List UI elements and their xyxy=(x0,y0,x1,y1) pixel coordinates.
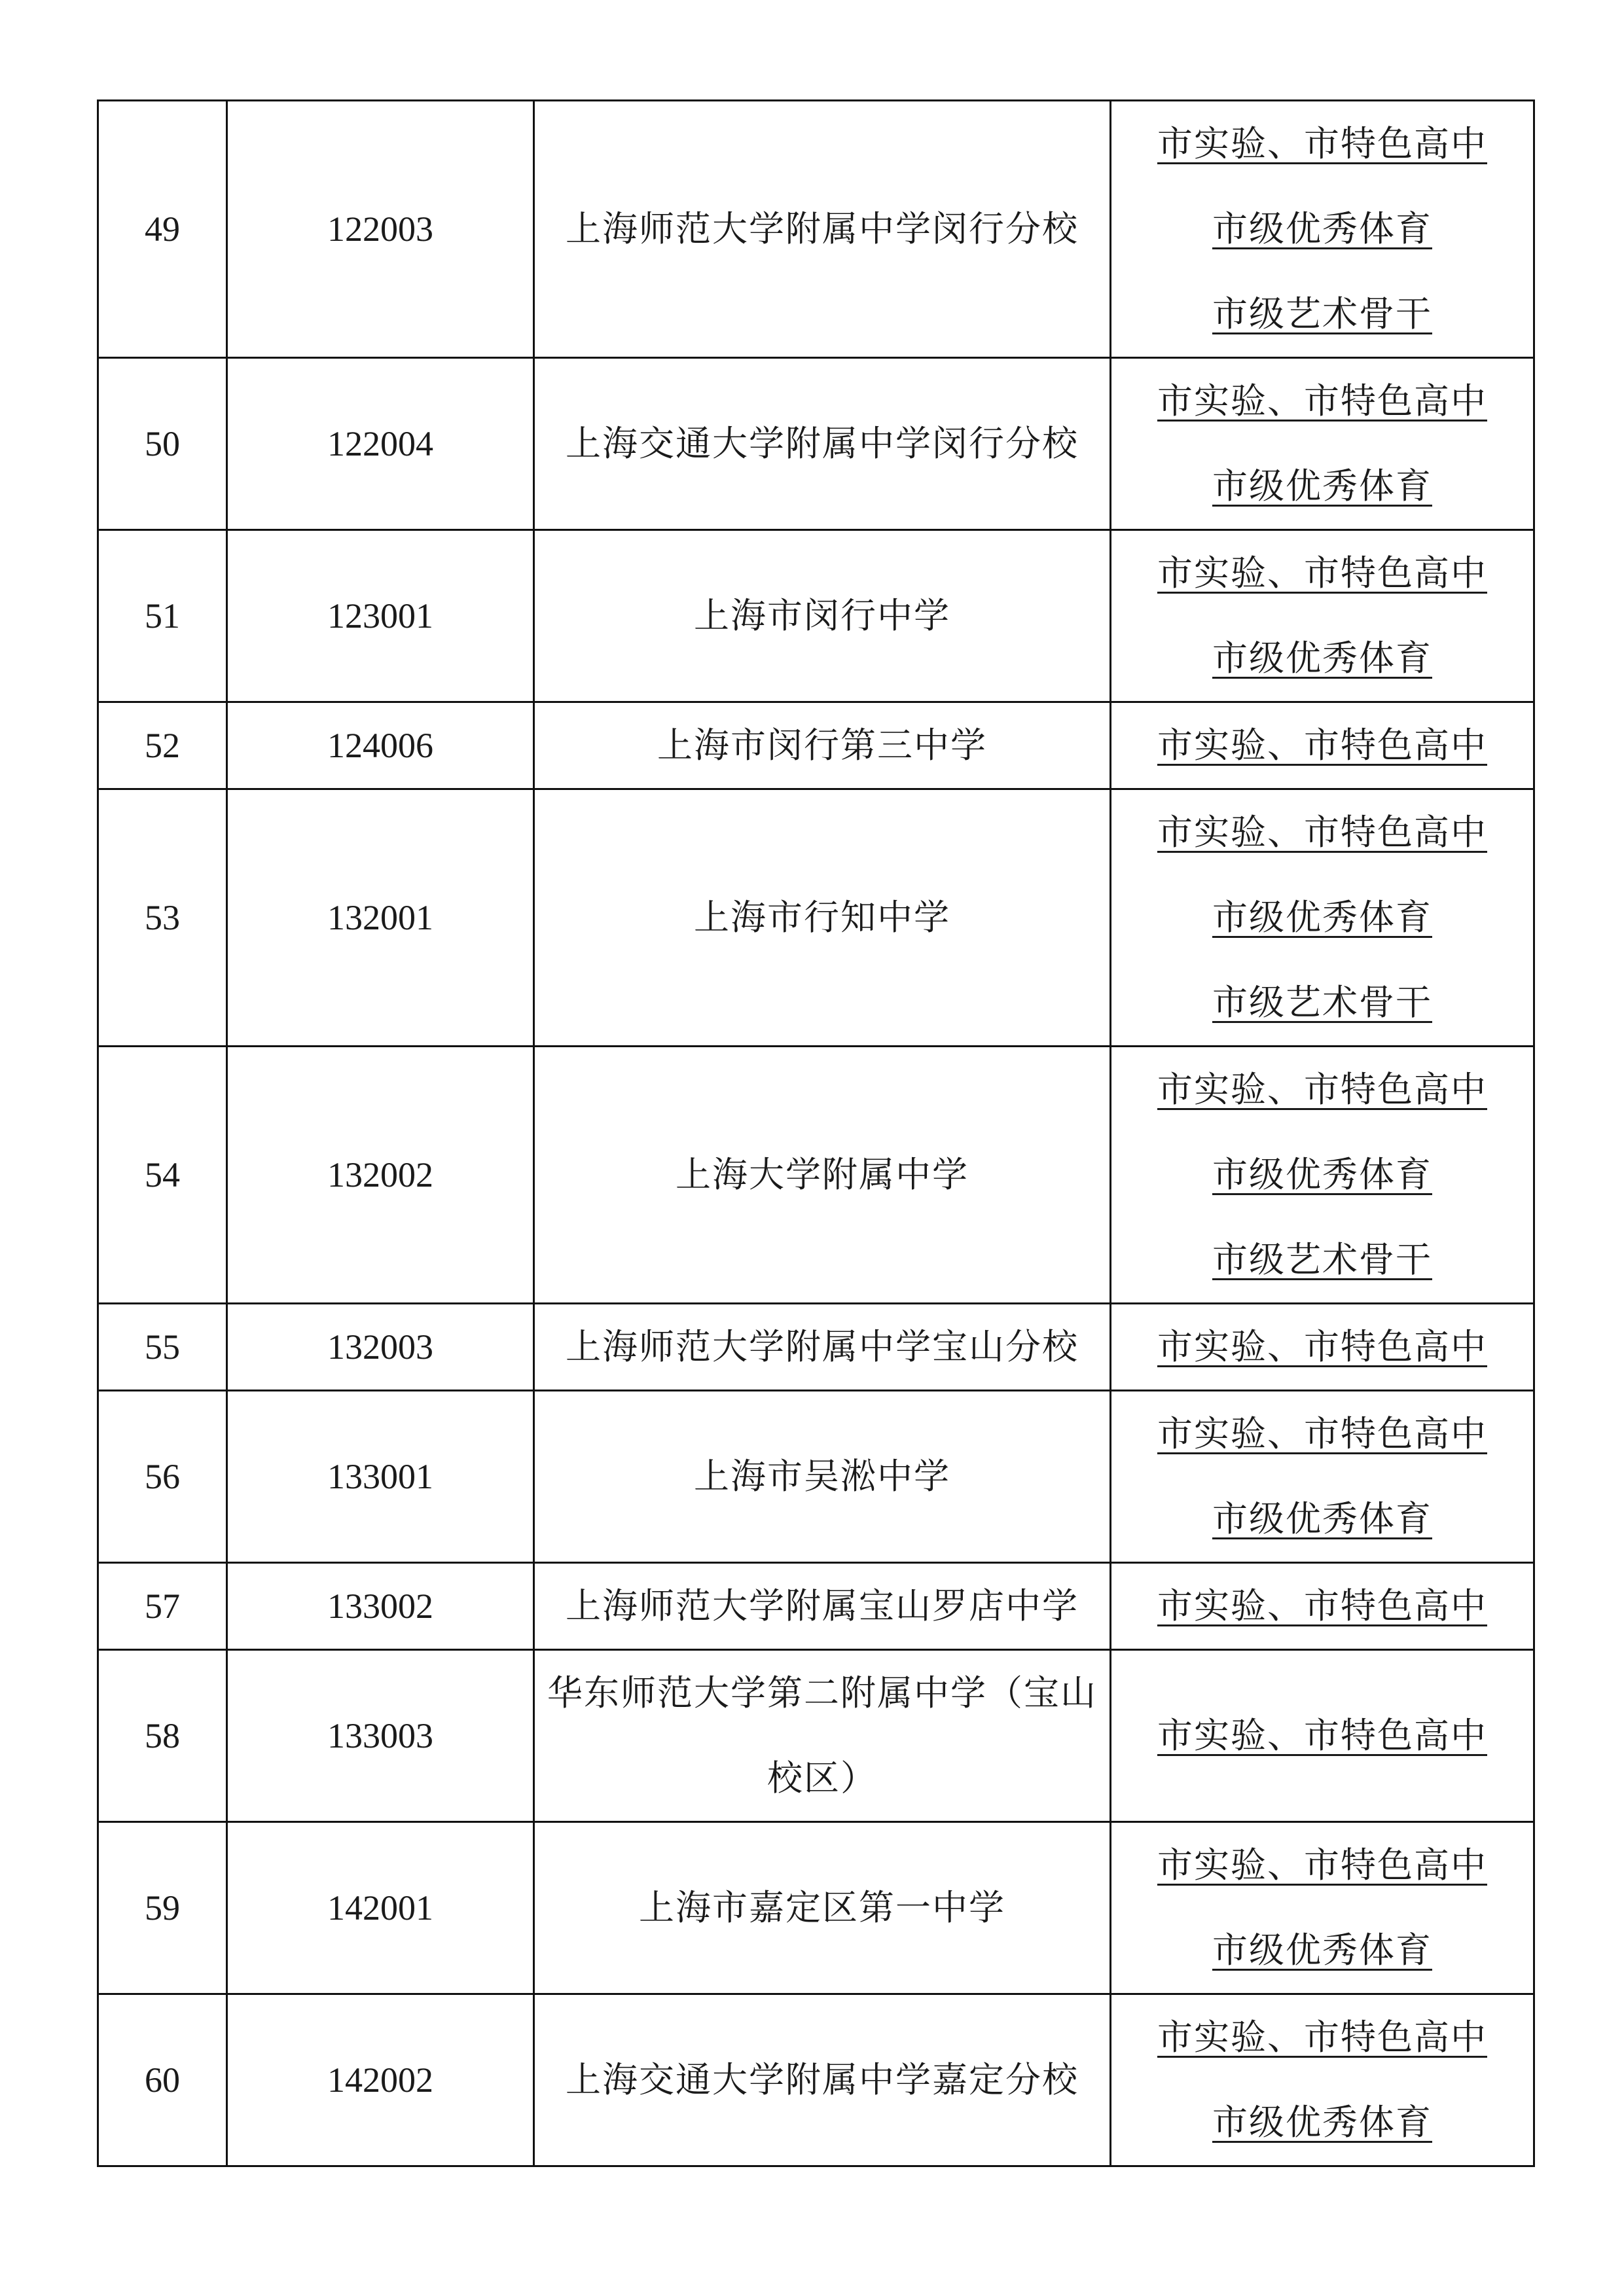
designation-cell xyxy=(1111,1563,1534,1650)
row-number-cell: 55 xyxy=(98,1304,227,1391)
school-name-cell xyxy=(534,101,1111,358)
designation-line xyxy=(1111,444,1533,529)
row-number-cell: 59 xyxy=(98,1822,227,1994)
designation-line xyxy=(1111,1564,1533,1649)
table-row xyxy=(98,1822,1534,1994)
designation-line xyxy=(1111,1217,1533,1302)
school-code-cell: 124006 xyxy=(227,702,534,789)
school-code-cell: 133003 xyxy=(227,1650,534,1822)
designation-link[interactable]: 市级艺术骨干 xyxy=(1212,982,1432,1023)
school-name: 上海交通大学附属中学闵行分校 xyxy=(566,423,1079,464)
designation-line xyxy=(1111,187,1533,272)
designation-link[interactable]: 市实验、市特色高中 xyxy=(1157,1715,1487,1756)
table-row xyxy=(98,1391,1534,1563)
designation-line xyxy=(1111,1693,1533,1778)
school-name-cell xyxy=(534,1994,1111,2166)
designation-cell xyxy=(1111,1047,1534,1304)
school-name: 上海市闵行第三中学 xyxy=(657,725,987,766)
school-name-cell xyxy=(534,1563,1111,1650)
designation-line xyxy=(1111,1132,1533,1217)
designation-link[interactable]: 市级优秀体育 xyxy=(1212,1929,1432,1971)
school-name: 上海市嘉定区第一中学 xyxy=(639,1887,1005,1928)
school-name-cell xyxy=(534,1391,1111,1563)
designation-cell xyxy=(1111,1650,1534,1822)
school-name: 华东师范大学第二附属中学（宝山校区） xyxy=(547,1672,1097,1799)
designation-line xyxy=(1111,1391,1533,1477)
school-name: 上海师范大学附属中学闵行分校 xyxy=(566,208,1079,249)
designation-link[interactable]: 市实验、市特色高中 xyxy=(1157,552,1487,594)
designation-link[interactable]: 市实验、市特色高中 xyxy=(1157,1413,1487,1454)
designation-line xyxy=(1111,1047,1533,1132)
row-number-cell: 54 xyxy=(98,1047,227,1304)
school-code-cell: 133002 xyxy=(227,1563,534,1650)
table-row xyxy=(98,101,1534,358)
designation-cell xyxy=(1111,101,1534,358)
school-name: 上海大学附属中学 xyxy=(676,1154,969,1195)
document-page xyxy=(97,99,1533,2167)
designation-cell xyxy=(1111,358,1534,530)
school-code-cell: 142001 xyxy=(227,1822,534,1994)
designation-cell xyxy=(1111,1822,1534,1994)
designation-link[interactable]: 市级优秀体育 xyxy=(1212,897,1432,938)
school-code-cell: 133001 xyxy=(227,1391,534,1563)
designation-line xyxy=(1111,2080,1533,2165)
row-number-cell: 53 xyxy=(98,789,227,1047)
school-name: 上海市行知中学 xyxy=(694,897,950,938)
school-code-cell: 132001 xyxy=(227,789,534,1047)
school-name: 上海市闵行中学 xyxy=(694,595,950,636)
designation-link[interactable]: 市实验、市特色高中 xyxy=(1157,2017,1487,2058)
designation-cell xyxy=(1111,1391,1534,1563)
school-code-cell: 132002 xyxy=(227,1047,534,1304)
designation-line xyxy=(1111,101,1533,187)
school-code-cell: 123001 xyxy=(227,530,534,702)
school-name-cell xyxy=(534,702,1111,789)
designation-cell xyxy=(1111,530,1534,702)
school-name: 上海师范大学附属中学宝山分校 xyxy=(566,1326,1079,1367)
designation-link[interactable]: 市实验、市特色高中 xyxy=(1157,1585,1487,1626)
school-name-cell xyxy=(534,358,1111,530)
designation-line xyxy=(1111,272,1533,357)
table-row xyxy=(98,1047,1534,1304)
table-row xyxy=(98,1650,1534,1822)
school-name-cell xyxy=(534,530,1111,702)
designation-link[interactable]: 市级艺术骨干 xyxy=(1212,1239,1432,1280)
row-number-cell: 51 xyxy=(98,530,227,702)
designation-link[interactable]: 市级优秀体育 xyxy=(1212,208,1432,249)
designation-link[interactable]: 市级优秀体育 xyxy=(1212,2102,1432,2143)
designation-link[interactable]: 市实验、市特色高中 xyxy=(1157,123,1487,164)
school-code-cell: 132003 xyxy=(227,1304,534,1391)
designation-line xyxy=(1111,1477,1533,1562)
row-number-cell: 58 xyxy=(98,1650,227,1822)
row-number-cell: 52 xyxy=(98,702,227,789)
designation-line xyxy=(1111,790,1533,875)
table-row xyxy=(98,702,1534,789)
designation-link[interactable]: 市级优秀体育 xyxy=(1212,1154,1432,1195)
designation-link[interactable]: 市实验、市特色高中 xyxy=(1157,380,1487,422)
row-number-cell: 49 xyxy=(98,101,227,358)
table-row xyxy=(98,789,1534,1047)
designation-link[interactable]: 市级优秀体育 xyxy=(1212,637,1432,679)
row-number-cell: 56 xyxy=(98,1391,227,1563)
table-row xyxy=(98,1304,1534,1391)
designation-cell xyxy=(1111,789,1534,1047)
designation-cell xyxy=(1111,1304,1534,1391)
designation-link[interactable]: 市实验、市特色高中 xyxy=(1157,725,1487,766)
school-name: 上海师范大学附属宝山罗店中学 xyxy=(566,1585,1079,1626)
school-name-cell xyxy=(534,1650,1111,1822)
designation-link[interactable]: 市实验、市特色高中 xyxy=(1157,812,1487,853)
designation-link[interactable]: 市实验、市特色高中 xyxy=(1157,1844,1487,1886)
school-code-cell: 142002 xyxy=(227,1994,534,2166)
designation-line xyxy=(1111,960,1533,1045)
school-name-cell xyxy=(534,1304,1111,1391)
designation-link[interactable]: 市级优秀体育 xyxy=(1212,465,1432,507)
designation-link[interactable]: 市实验、市特色高中 xyxy=(1157,1069,1487,1110)
row-number-cell: 57 xyxy=(98,1563,227,1650)
school-code-cell: 122003 xyxy=(227,101,534,358)
school-name-cell xyxy=(534,789,1111,1047)
table-row xyxy=(98,530,1534,702)
row-number-cell: 60 xyxy=(98,1994,227,2166)
designation-cell xyxy=(1111,702,1534,789)
table-row xyxy=(98,358,1534,530)
school-name: 上海市吴淞中学 xyxy=(694,1456,950,1497)
designation-line xyxy=(1111,1908,1533,1993)
school-table-body xyxy=(98,101,1534,2166)
school-code-cell: 122004 xyxy=(227,358,534,530)
designation-line xyxy=(1111,1304,1533,1390)
designation-line xyxy=(1111,1823,1533,1908)
table-row xyxy=(98,1994,1534,2166)
designation-link[interactable]: 市级艺术骨干 xyxy=(1212,293,1432,334)
row-number-cell: 50 xyxy=(98,358,227,530)
school-name-cell xyxy=(534,1047,1111,1304)
designation-line xyxy=(1111,531,1533,616)
school-name: 上海交通大学附属中学嘉定分校 xyxy=(566,2059,1079,2100)
school-table xyxy=(97,99,1535,2167)
designation-line xyxy=(1111,359,1533,444)
designation-line xyxy=(1111,875,1533,960)
designation-link[interactable]: 市实验、市特色高中 xyxy=(1157,1326,1487,1367)
designation-cell xyxy=(1111,1994,1534,2166)
designation-line xyxy=(1111,703,1533,788)
table-row xyxy=(98,1563,1534,1650)
designation-link[interactable]: 市级优秀体育 xyxy=(1212,1498,1432,1539)
school-name-cell xyxy=(534,1822,1111,1994)
designation-line xyxy=(1111,1995,1533,2080)
designation-line xyxy=(1111,616,1533,701)
